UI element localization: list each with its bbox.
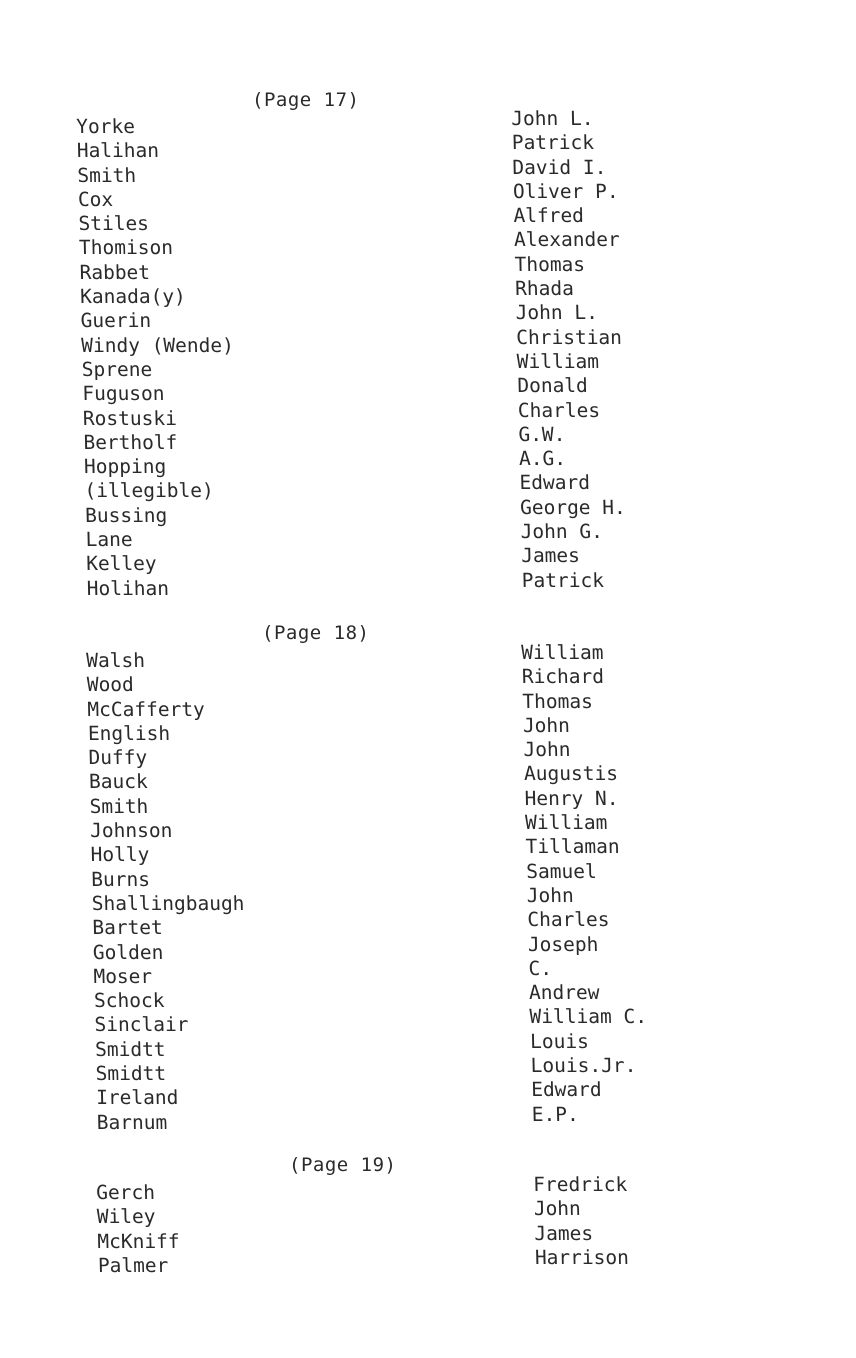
given-name-entry: Louis xyxy=(529,1029,590,1053)
given-name-entry: Joseph xyxy=(527,932,599,956)
given-name-entry: Oliver P. xyxy=(512,179,619,203)
surname-entry: Gerch xyxy=(96,1181,156,1204)
given-name-entry: John L. xyxy=(511,107,594,130)
surname-entry: Schock xyxy=(93,989,165,1013)
page-heading: (Page 17) xyxy=(252,89,360,111)
surname-entry: Golden xyxy=(92,940,164,964)
surname-entry: Johnson xyxy=(89,819,173,843)
given-name-entry: G.W. xyxy=(518,422,566,446)
given-name-entry: Henry N. xyxy=(524,786,619,810)
given-name-entry: John xyxy=(523,738,571,762)
given-name-entry: John xyxy=(526,883,575,907)
surname-entry: (illegible) xyxy=(84,479,214,503)
surname-entry: Walsh xyxy=(86,649,146,672)
given-name-list xyxy=(521,641,649,1127)
surname-list xyxy=(76,115,240,601)
surname-entry: Bussing xyxy=(84,503,168,527)
given-name-entry: Harrison xyxy=(534,1245,630,1269)
surname-entry: Sprene xyxy=(81,357,153,381)
surname-entry: Ireland xyxy=(95,1086,179,1110)
given-name-entry: Edward xyxy=(530,1078,602,1102)
surname-entry: Thomison xyxy=(78,236,174,260)
given-name-entry: Patrick xyxy=(511,131,595,155)
surname-entry: Barnum xyxy=(96,1110,168,1134)
surname-entry: Palmer xyxy=(97,1253,169,1277)
given-name-entry: Augustis xyxy=(523,762,619,786)
surname-entry: English xyxy=(87,721,171,745)
given-name-entry: Richard xyxy=(521,665,605,689)
given-name-entry: C. xyxy=(528,956,553,980)
surname-entry: Shallingbaugh xyxy=(91,891,245,915)
given-name-entry: John xyxy=(533,1197,582,1221)
given-name-entry: James xyxy=(534,1221,594,1245)
surname-entry: Yorke xyxy=(76,115,136,138)
given-name-entry: Charles xyxy=(527,908,610,932)
surname-entry: Wiley xyxy=(96,1205,156,1229)
surname-entry: Wood xyxy=(86,673,135,697)
surname-entry: Rostuski xyxy=(82,406,178,430)
surname-entry: Kelley xyxy=(85,552,157,576)
given-name-entry: Fredrick xyxy=(533,1173,628,1196)
surname-entry: Halihan xyxy=(76,139,160,163)
given-name-entry: Christian xyxy=(515,325,623,349)
given-name-entry: A.G. xyxy=(518,447,567,471)
given-name-entry: Rhada xyxy=(514,277,575,301)
surname-entry: Bauck xyxy=(88,770,148,794)
surname-entry: Fuguson xyxy=(82,382,165,406)
surname-entry: Duffy xyxy=(88,746,148,770)
given-name-entry: Samuel xyxy=(525,859,597,883)
given-name-entry: William xyxy=(524,811,608,835)
given-name-entry: George H. xyxy=(519,495,627,519)
given-name-entry: Tillaman xyxy=(525,835,620,859)
surname-entry: Hopping xyxy=(83,455,167,479)
surname-entry: Smith xyxy=(77,163,137,187)
surname-entry: Lane xyxy=(85,528,133,552)
surname-entry: Bertholf xyxy=(83,430,178,454)
surname-entry: Rabbet xyxy=(79,260,151,284)
surname-entry: Smidtt xyxy=(94,1037,166,1061)
given-name-entry: John xyxy=(522,713,571,737)
given-name-entry: Andrew xyxy=(528,981,600,1005)
surname-entry: McKniff xyxy=(97,1229,180,1253)
given-name-entry: E.P. xyxy=(531,1102,579,1126)
given-name-entry: James xyxy=(520,544,581,568)
given-name-entry: Donald xyxy=(517,374,589,398)
given-name-entry: Thomas xyxy=(514,252,586,276)
surname-entry: Bartet xyxy=(92,916,164,940)
given-name-entry: Edward xyxy=(519,471,591,495)
given-name-entry: William xyxy=(516,349,600,373)
given-name-entry: John L. xyxy=(515,301,599,325)
given-name-entry: Louis.Jr. xyxy=(530,1054,637,1078)
surname-entry: Moser xyxy=(93,964,153,988)
surname-entry: Kanada(y) xyxy=(79,285,187,309)
surname-list xyxy=(96,1181,180,1278)
given-name-entry: William xyxy=(521,641,604,664)
surname-entry: Sinclair xyxy=(94,1013,189,1037)
given-name-list xyxy=(533,1173,629,1270)
surname-entry: Holihan xyxy=(86,576,170,600)
given-name-list xyxy=(511,107,628,593)
given-name-entry: John G. xyxy=(520,520,604,544)
page-heading: (Page 18) xyxy=(262,622,370,644)
surname-entry: Guerin xyxy=(80,309,152,333)
surname-entry: Smith xyxy=(89,794,149,818)
given-name-entry: Charles xyxy=(517,398,601,422)
surname-entry: Holly xyxy=(90,843,150,867)
surname-list xyxy=(86,649,250,1135)
given-name-entry: David I. xyxy=(512,155,607,179)
given-name-entry: William C. xyxy=(529,1005,648,1029)
surname-entry: McCafferty xyxy=(87,697,206,721)
surname-entry: Cox xyxy=(77,187,114,211)
page-heading: (Page 19) xyxy=(289,1154,397,1176)
given-name-entry: Patrick xyxy=(521,568,605,592)
given-name-entry: Alfred xyxy=(513,204,585,228)
given-name-entry: Thomas xyxy=(522,689,594,713)
given-name-entry: Alexander xyxy=(513,228,620,252)
surname-entry: Burns xyxy=(90,867,151,891)
surname-entry: Stiles xyxy=(78,212,150,236)
surname-entry: Windy (Wende) xyxy=(80,333,235,357)
surname-entry: Smidtt xyxy=(95,1062,167,1086)
